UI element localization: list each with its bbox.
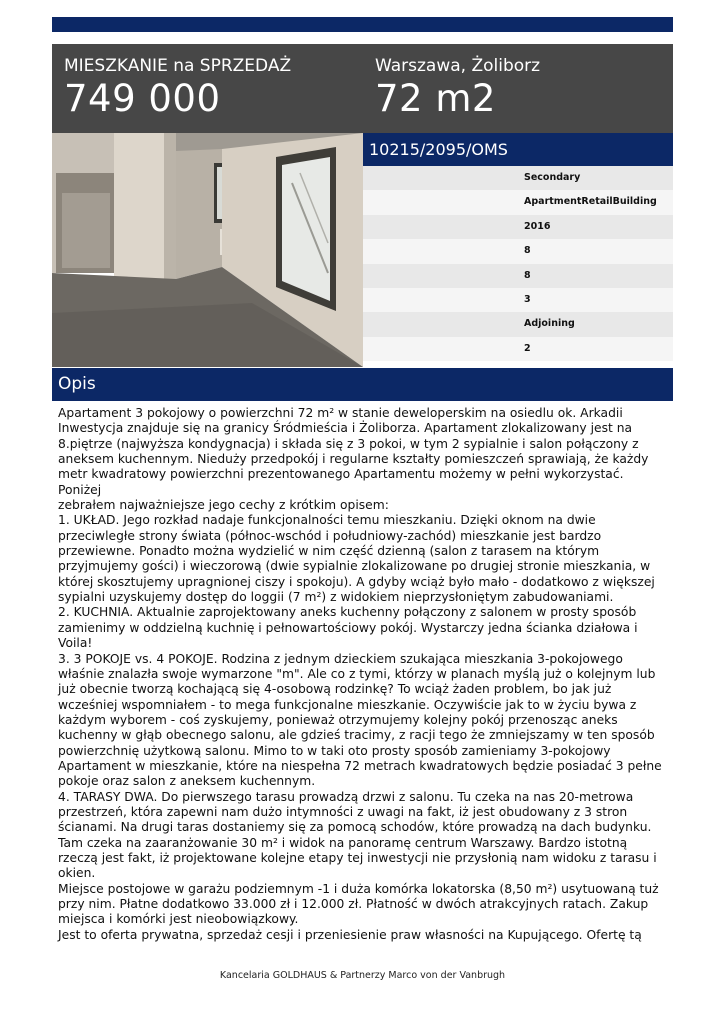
footer-text: Kancelaria GOLDHAUS & Partnerzy Marco von der Vanbrugh: [219, 970, 506, 981]
header-right: [375, 55, 540, 121]
apartment-interior-icon: [52, 133, 363, 367]
description-heading: Opis: [52, 368, 673, 401]
apartment-photo: [52, 133, 363, 367]
listing-location: Warszawa, Żoliborz: [375, 56, 541, 76]
attribute-row: Adjoining: [363, 312, 673, 336]
listing-type: MIESZKANIE na SPRZEDAŻ: [64, 56, 292, 76]
reference-number: 10215/2095/OMS: [363, 133, 673, 166]
attributes-table: [363, 166, 673, 361]
attribute-row: 8: [363, 239, 673, 263]
attribute-row: 2016: [363, 215, 673, 239]
attribute-row: 3: [363, 288, 673, 312]
attribute-row: 8: [363, 264, 673, 288]
attribute-row: 2: [363, 337, 673, 361]
description-text: Apartament 3 pokojowy o powierzchni 72 m² w stanie deweloperskim na osiedlu ok. Arkadii Inwestycja znajduje się na granicy Śródmieścia i Żoliborza. Apartament zlokalizowany jest na 8.piętrze (najwyższa kondygnacja) i składa się z 3 pokoi, w tym 2 sypialnie i salon połączony z aneksem kuchennym. Nieduży przedpokój i regularne kształty pomieszczeń sprawiają, że każdy metr kwadratowy powierzchni prezentowanego Apartamentu możemy w pełni wykorzystać. Poniżej zebrałem najważniejsze jego cechy z krótkim opisem: 1. UKŁAD. Jego rozkład nadaje funkcjonalności temu mieszkaniu. Dzięki oknom na dwie przeciwległe strony świata (północ-wschód i południowy-zachód) mieszkanie jest bardzo przewiewne. Ponadto można wydzielić w nim część dzienną (salon z tarasem na którym przyjmujemy gości) i wieczorową (dwie sypialnie zlokalizowane po drugiej stronie mieszkania, w której skosztujemy upragnionej ciszy i spokoju). A gdyby wciąż było mało - dodatkowo z większej sypialni uzyskujemy dostęp do loggii (7 m²) z widokiem nieprzysłoniętym zabudowaniami. 2. KUCHNIA. Aktualnie zaprojektowany aneks kuchenny połączony z salonem w prosty sposób zamienimy w oddzielną kuchnię i pełnowartościowy pokój. Wystarczy jedna ścianka działowa i Voila! 3. 3 POKOJE vs. 4 POKOJE. Rodzina z jednym dzieckiem szukająca mieszkania 3-pokojowego właśnie znalazła swoje wymarzone "m". Ale co z tymi, którzy w planach myślą już o kolejnym lub już obecnie tworzą kochającą się 4-osobową rodzinkę? To wciąż żaden problem, bo jak już wcześniej wspomniałem - to mega funkcjonalne mieszkanie. Oczywiście jak to w życiu bywa z każdym wyborem - coś zyskujemy, ponieważ otrzymujemy kolejny pokój przenosząc aneks kuchenny w głąb obecnego salonu, ale gdzieś tracimy, z racji tego że zmniejszamy w ten sposób powierzchnię użytkową salonu. Mimo to w taki oto prosty sposób zamieniamy 3-pokojowy Apartament w mieszkanie, które na niespełna 72 metrach kwadratowych będzie posiadać 3 pełne pokoje oraz salon z aneksem kuchennym. 4. TARASY DWA. Do pierwszego tarasu prowadzą drzwi z salonu. Tu czeka na nas 20-metrowa przestrzeń, która zapewni nam dużo intymności z uwagi na fakt, iż jest obudowany z 3 stron ścianami. Na drugi taras dostaniemy się za pomocą schodów, które prowadzą na dach budynku. Tam czeka na zaaranżowanie 30 m² i widok na panoramę centrum Warszawy. Bardzo istotną rzeczą jest fakt, iż projektowane kolejne etapy tej inwestycji nie przysłonią nam widoku z tarasu i okien. Miejsce postojowe w garażu podziemnym -1 i duża komórka lokatorska (8,50 m²) usytuowaną tuż przy nim. Płatne dodatkowo 33.000 zł i 12.000 zł. Płatność w dwóch atrakcyjnych ratach. Zakup miejsca i komórki jest nieobowiązkowy. Jest to oferta prywatna, sprzedaż cesji i przeniesienie praw własności na Kupującego. Ofertę tą: [58, 406, 662, 942]
listing-price: 749 000: [64, 77, 221, 120]
listing-area: 72 m2: [375, 77, 496, 120]
listing-header: [52, 44, 673, 133]
top-accent-bar: [52, 17, 673, 32]
attribute-row: ApartmentRetailBuilding: [363, 190, 673, 214]
header-left: [64, 55, 291, 121]
attribute-row: Secondary: [363, 166, 673, 190]
